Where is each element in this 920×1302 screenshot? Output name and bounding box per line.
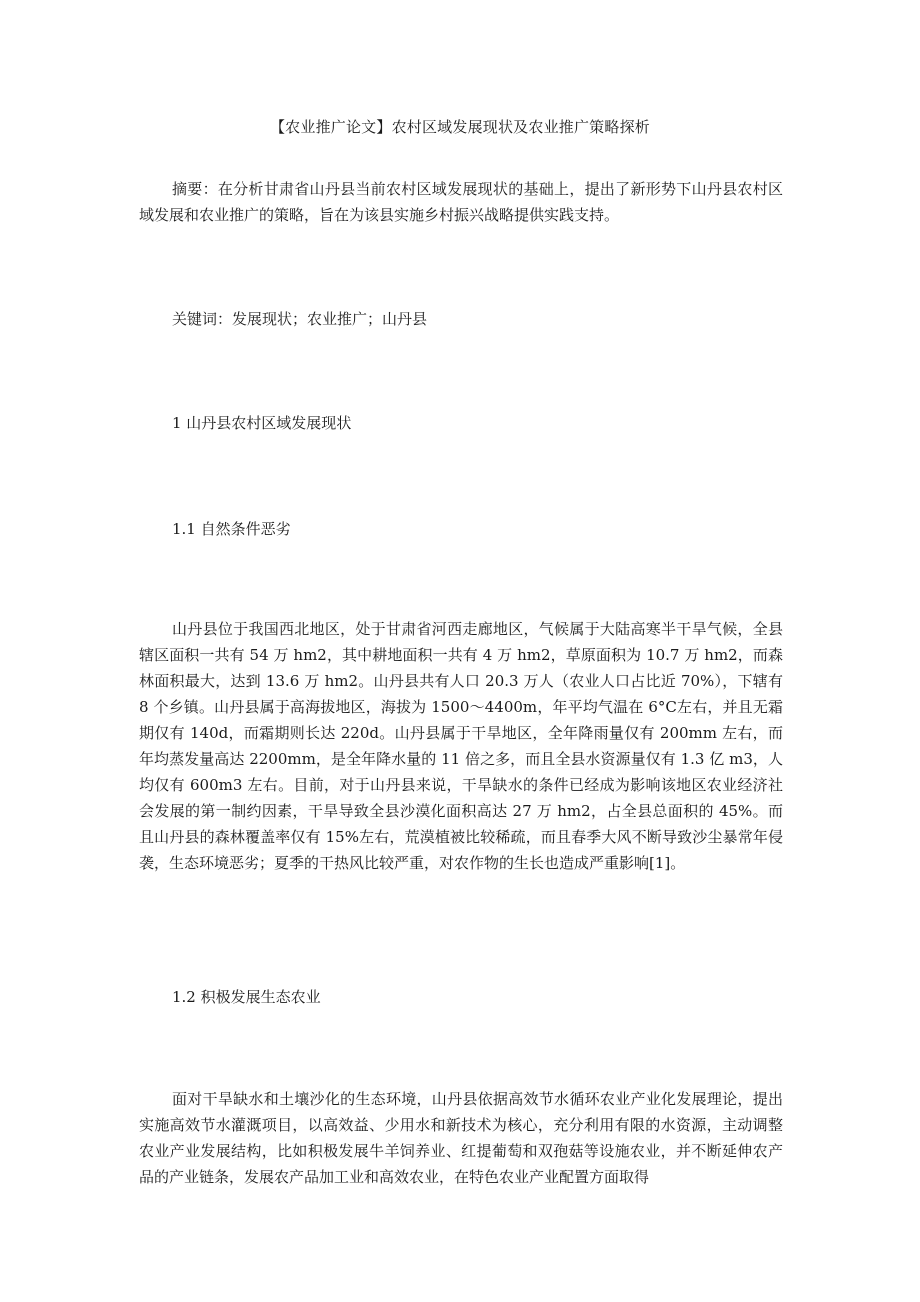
section-1-1-paragraph: 山丹县位于我国西北地区，处于甘肃省河西走廊地区，气候属于大陆高寒半干旱气候，全县辖区面积一共有 54 万 hm2，其中耕地面积一共有 4 万 hm2，草原面积为 10.7 万 hm2，而森林面积最大，达到 13.6 万 hm2。山丹县共有人口 20.3 万人（农业人口占比近 70%），下辖有 8 个乡镇。山丹县属于高海拔地区，海拔为 1500～4400m，年平均气温在 6°C左右，并且无霜期仅有 140d，而霜期则长达 220d。山丹县属于干旱地区，全年降雨量仅有 200mm 左右，而年均蒸发量高达 2200mm，是全年降水量的 11 倍之多，而且全县水资源量仅有 1.3 亿 m3，人均仅有 600m3 左右。目前，对于山丹县来说，干旱缺水的条件已经成为影响该地区农业经济社会发展的第一制约因素，干旱导致全县沙漠化面积高达 27 万 hm2，占全县总面积的 45%。而且山丹县的森林覆盖率仅有 15%左右，荒漠植被比较稀疏，而且春季大风不断导致沙尘暴常年侵袭，生态环境恶劣；夏季的干热风比较严重，对农作物的生长也造成严重影响[1]。: [139, 620, 783, 872]
section-heading-1: 1 山丹县农村区域发展现状: [172, 414, 352, 432]
section-heading-1-1: 1.1 自然条件恶劣: [172, 520, 291, 538]
abstract-paragraph: 摘要：在分析甘肃省山丹县当前农村区域发展现状的基础上，提出了新形势下山丹县农村区域发展和农业推广的策略，旨在为该县实施乡村振兴战略提供实践支持。: [139, 180, 783, 224]
section-heading-1-2: 1.2 积极发展生态农业: [172, 988, 321, 1006]
section-1-2-paragraph: 面对干旱缺水和土壤沙化的生态环境，山丹县依据高效节水循环农业产业化发展理论，提出实施高效节水灌溉项目，以高效益、少用水和新技术为核心，充分利用有限的水资源，主动调整农业产业发展结构，比如积极发展牛羊饲养业、红提葡萄和双孢菇等设施农业，并不断延伸农产品的产业链条，发展农产品加工业和高效农业，在特色农业产业配置方面取得: [139, 1090, 783, 1186]
keywords-line: 关键词：发展现状；农业推广；山丹县: [172, 310, 428, 328]
document-title: 【农业推广论文】农村区域发展现状及农业推广策略探析: [269, 118, 650, 136]
